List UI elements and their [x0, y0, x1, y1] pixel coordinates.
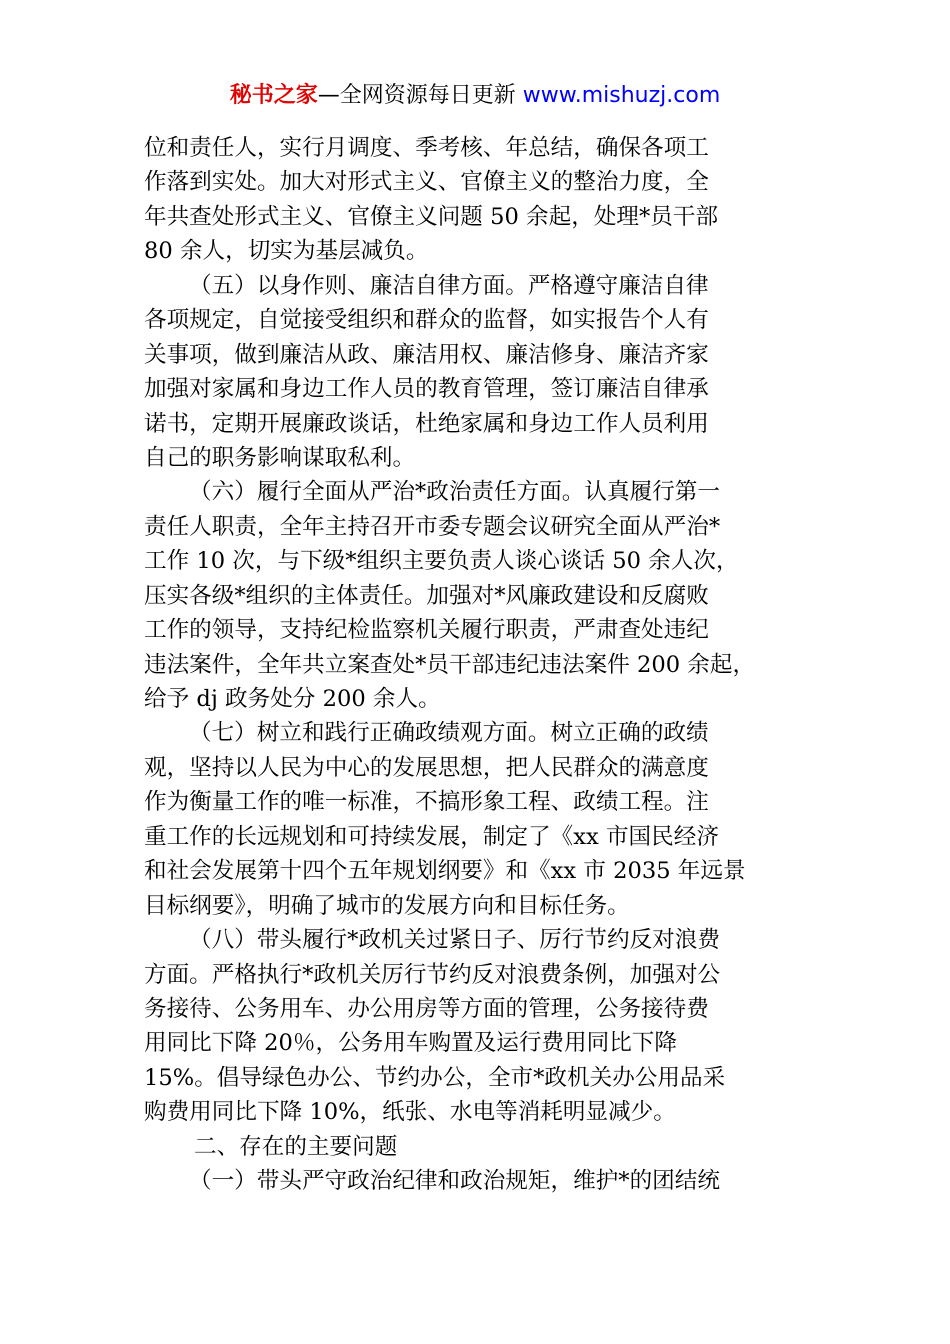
paragraph-start-line: （五）以身作则、廉洁自律方面。严格遵守廉洁自律 — [189, 272, 709, 299]
paragraph-start-line: （七）树立和践行正确政绩观方面。树立正确的政绩 — [189, 720, 709, 747]
brand-name: 秘书之家 — [229, 83, 318, 108]
paragraph-start-line: （八）带头履行*政机关过紧日子、厉行节约反对浪费 — [189, 927, 720, 954]
watermark-header — [0, 80, 950, 112]
document-body — [144, 131, 834, 1199]
text-line: 关事项，做到廉洁从政、廉洁用权、廉洁修身、廉洁齐家 — [144, 341, 709, 368]
text-line: 违法案件，全年共立案查处*员干部违纪违法案件 200 余起， — [144, 651, 756, 678]
site-url: www.mishuzj.com — [522, 83, 721, 108]
text-line: 给予 dj 政务处分 200 余人。 — [144, 686, 441, 712]
text-line: 15%。倡导绿色办公、节约办公，全市*政机关办公用品采 — [144, 1064, 726, 1091]
text-line: 目标纲要》，明确了城市的发展方向和目标任务。 — [144, 892, 630, 919]
text-line: 自己的职务影响谋取私利。 — [144, 444, 416, 471]
text-line: 各项规定，自觉接受组织和群众的监督，如实报告个人有 — [144, 307, 709, 334]
paragraph-start-line: （一）带头严守政治纪律和政治规矩，维护*的团结统 — [189, 1168, 720, 1195]
text-line: 购费用同比下降 10%，纸张、水电等消耗明显减少。 — [144, 1099, 676, 1126]
header-slogan: —全网资源每日更新 — [317, 83, 516, 108]
text-line: 用同比下降 20％，公务用车购置及运行费用同比下降 — [144, 1030, 677, 1057]
text-line: 责任人职责，全年主持召开市委专题会议研究全面从严治* — [144, 513, 721, 540]
text-line: 加强对家属和身边工作人员的教育管理，签订廉洁自律承 — [144, 376, 709, 403]
text-line: 工作的领导，支持纪检监察机关履行职责，严肃查处违纪 — [144, 617, 709, 644]
text-line: 观，坚持以人民为中心的发展思想，把人民群众的满意度 — [144, 754, 709, 781]
text-line: 务接待、公务用车、办公用房等方面的管理，公务接待费 — [144, 995, 709, 1022]
text-line: 作落到实处。加大对形式主义、官僚主义的整治力度，全 — [144, 169, 709, 196]
text-line: 作为衡量工作的唯一标准，不搞形象工程、政绩工程。注 — [144, 789, 709, 816]
text-line: 诺书，定期开展廉政谈话，杜绝家属和身边工作人员利用 — [144, 410, 709, 437]
text-line: 压实各级*组织的主体责任。加强对*风廉政建设和反腐败 — [144, 582, 709, 609]
text-line: 位和责任人，实行月调度、季考核、年总结，确保各项工 — [144, 135, 709, 161]
text-line: 重工作的长远规划和可持续发展，制定了《xx 市国民经济 — [144, 823, 719, 850]
text-line: 年共查处形式主义、官僚主义问题 50 余起，处理*员干部 — [144, 203, 719, 230]
paragraph-start-line: （六）履行全面从严治*政治责任方面。认真履行第一 — [189, 479, 720, 506]
text-line: 和社会发展第十四个五年规划纲要》和《xx 市 2035 年远景 — [144, 858, 746, 885]
text-line: 80 余人，切实为基层减负。 — [144, 238, 429, 265]
section-heading: 二、存在的主要问题 — [194, 1133, 398, 1160]
text-line: 工作 10 次，与下级*组织主要负责人谈心谈话 50 余人次， — [144, 548, 739, 575]
text-line: 方面。严格执行*政机关厉行节约反对浪费条例，加强对公 — [144, 961, 721, 988]
